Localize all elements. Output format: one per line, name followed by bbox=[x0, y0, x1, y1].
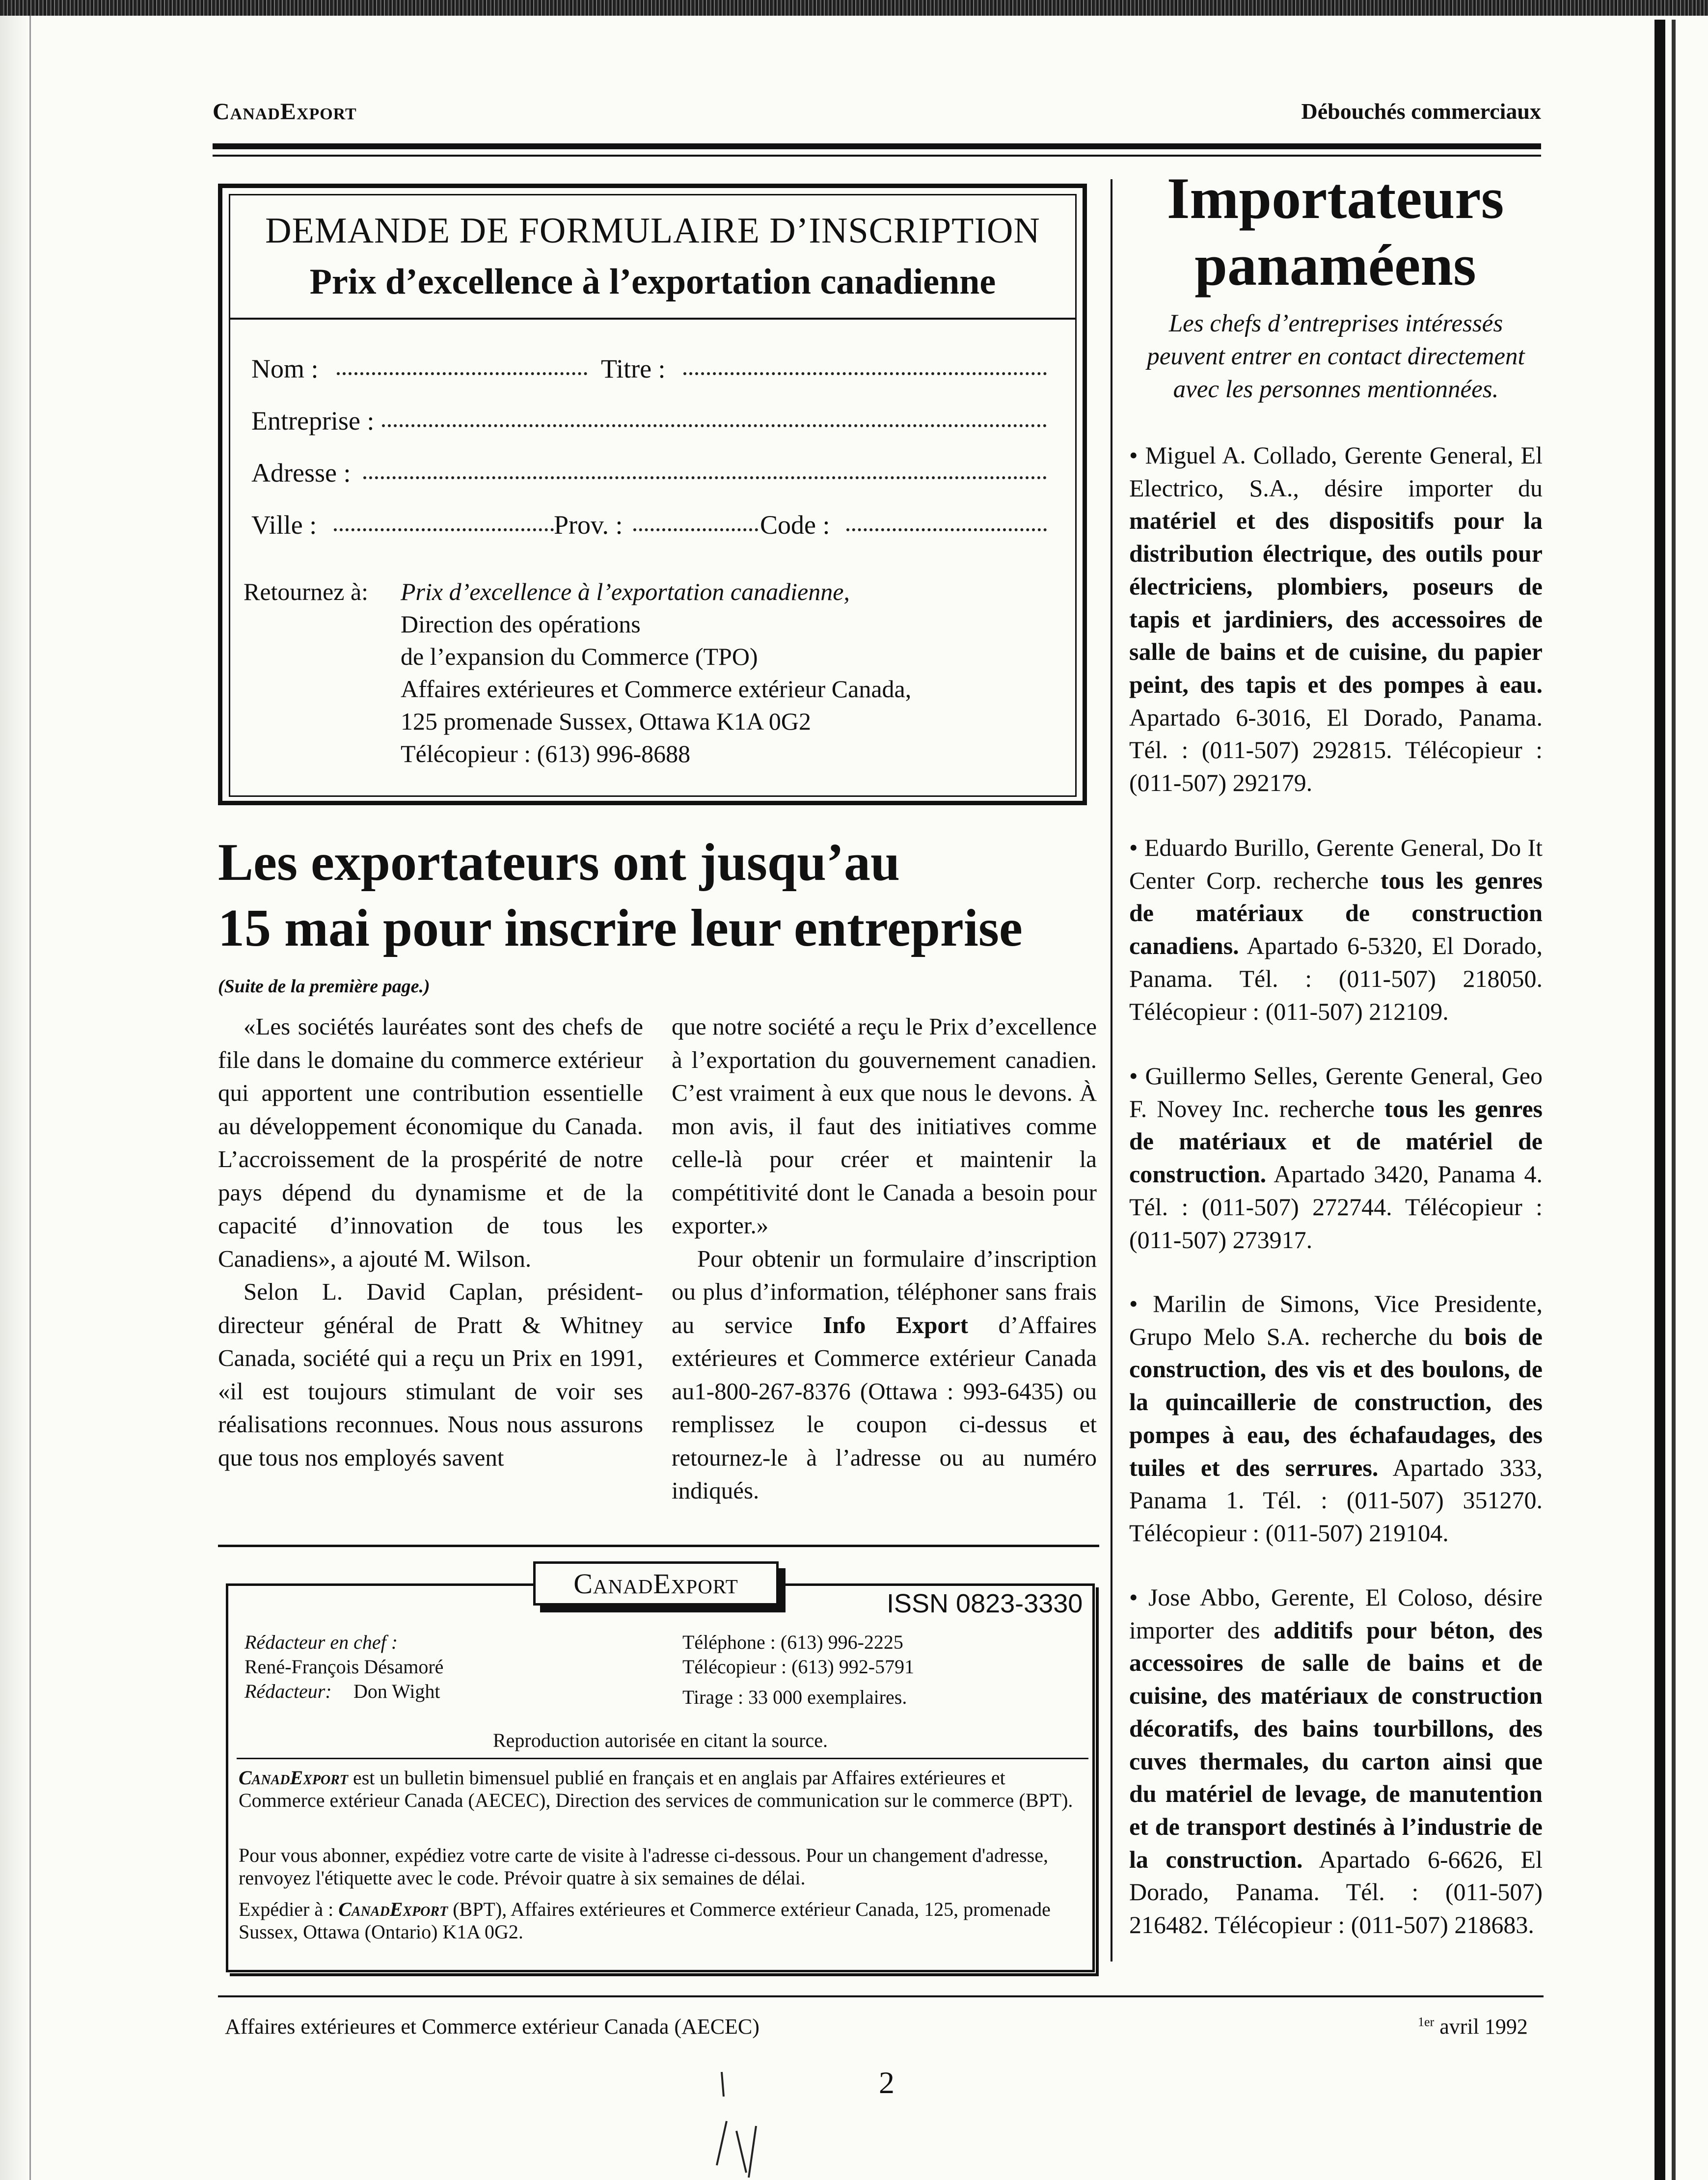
footer-date-text: avril 1992 bbox=[1434, 2015, 1528, 2039]
return-line: Affaires extérieures et Commerce extérieur Canada, bbox=[401, 675, 912, 703]
importer-entry bbox=[1129, 1287, 1543, 1550]
info-export-name: Info Export bbox=[823, 1311, 968, 1338]
writer-name: Don Wight bbox=[353, 1680, 440, 1702]
scan-right-edge-line bbox=[1672, 20, 1676, 2180]
importer-address: Apartado 6-5320, El Dorado, Panama. Tél. : (011-507) 218050. Télécopieur : (011-507) 212109. bbox=[1129, 932, 1543, 1025]
return-address bbox=[401, 575, 1068, 770]
page-number: 2 bbox=[879, 2065, 895, 2100]
importer-entry bbox=[1129, 439, 1543, 799]
field-label-titre: Titre : bbox=[601, 354, 666, 383]
article-column-2 bbox=[672, 1010, 1097, 1507]
ship-label: Expédier à : bbox=[239, 1898, 339, 1920]
about-text: est un bulletin bimensuel publié en français et en anglais par Affaires extérieures et Commerce extérieur Canada (AECEC), Direction des services de communication sur le commerce (BPT). bbox=[239, 1767, 1073, 1811]
footer-date bbox=[1418, 2014, 1528, 2039]
subscription-info: Pour vous abonner, expédiez votre carte de visite à l'adresse ci-dessous. Pour un changement d'adresse, renvoyez l'étiquette avec le code. Prévoir quatre à six semaines de délai. bbox=[239, 1844, 1048, 1889]
return-label: Retournez à: bbox=[244, 578, 369, 605]
importer-address: Apartado 333, Panama 1. Tél. : (011-507) 351270. Télécopieur : (011-507) 219104. bbox=[1129, 1453, 1543, 1547]
field-label-adresse: Adresse : bbox=[251, 458, 351, 488]
importer-address: Apartado 6-6626, El Dorado, Panama. Tél. : (011-507) 216482. Télécopieur : (011-507) 218683. bbox=[1129, 1845, 1543, 1939]
importer-contact: • Miguel A. Collado, Gerente General, El Electrico, S.A., désire importer du bbox=[1129, 441, 1543, 502]
masthead-rule bbox=[218, 1545, 1099, 1547]
writer-label: Rédacteur: bbox=[244, 1680, 332, 1702]
importer-contact: • Guillermo Selles, Gerente General, Geo F. Novey Inc. recherche bbox=[1129, 1062, 1543, 1122]
article-text: Pour obtenir un formulaire d’inscription ou plus d’information, téléphoner sans frais au service bbox=[672, 1245, 1097, 1338]
importer-products: matériel et des dispositifs pour la distribution électrique, des outils pour électriciens, plombiers, poseurs de tapis et jardiniers, des accessoires de salle de bains et de cuisine, du papier peint, des tapis et des pompes à eau. bbox=[1129, 507, 1543, 698]
importers-intro: Les chefs d’entreprises intéressés peuvent entrer en contact directement avec les personnes mentionnées. bbox=[1147, 310, 1525, 403]
importer-products: tous les genres de matériaux de construction canadiens. bbox=[1129, 866, 1543, 960]
field-titre[interactable] bbox=[683, 372, 1047, 375]
footer-department: Affaires extérieures et Commerce extérieur Canada (AECEC) bbox=[225, 2015, 759, 2039]
return-line: de l’expansion du Commerce (TPO) bbox=[401, 643, 758, 670]
pen-scribble-mark bbox=[702, 2067, 800, 2180]
article-paragraph bbox=[672, 1242, 1097, 1507]
ship-publication-name: CanadExport bbox=[338, 1898, 448, 1920]
scan-left-margin bbox=[0, 16, 31, 2180]
importer-contact: • Jose Abbo, Gerente, El Coloso, désire importer des bbox=[1129, 1583, 1543, 1644]
importer-products: bois de construction, des vis et des boulons, de la quincaillerie de construction, des pompes à eau, des échafaudages, des tuiles et des serrures. bbox=[1129, 1322, 1543, 1481]
return-line: Direction des opérations bbox=[401, 610, 641, 638]
scan-top-edge bbox=[0, 0, 1708, 16]
field-code[interactable] bbox=[846, 528, 1047, 531]
return-line: Prix d’excellence à l’exportation canadienne, bbox=[401, 578, 850, 605]
section-title: Débouchés commerciaux bbox=[1301, 99, 1541, 124]
return-line: Télécopieur : (613) 996-8688 bbox=[401, 740, 691, 767]
field-label-ville: Ville : bbox=[251, 510, 317, 540]
importer-entry bbox=[1129, 1581, 1543, 1941]
field-nom[interactable] bbox=[337, 372, 587, 375]
scan-right-edge bbox=[1654, 20, 1665, 2180]
shipping-address bbox=[239, 1898, 1083, 1943]
article-text: d’Affaires extérieures et Commerce extérieur Canada au1-800-267-8376 (Ottawa : 993-6435) ou remplissez le coupon ci-dessus et retournez-le à l’adresse ou au numéro indiqués. bbox=[672, 1311, 1097, 1504]
field-label-prov: Prov. : bbox=[554, 510, 623, 540]
article-column-1 bbox=[218, 1010, 643, 1474]
form-title: DEMANDE DE FORMULAIRE D’INSCRIPTION bbox=[265, 211, 1040, 251]
importer-entry bbox=[1129, 1060, 1543, 1256]
print-run: Tirage : 33 000 exemplaires. bbox=[682, 1686, 907, 1708]
about-publication bbox=[239, 1767, 1083, 1812]
importer-contact: • Marilin de Simons, Vice Presidente, Grupo Melo S.A. recherche du bbox=[1129, 1290, 1543, 1350]
article-paragraph: «Les sociétés lauréates sont des chefs de file dans le domaine du commerce extérieur qui apportent une contribution essentielle au développement économique du Canada. L’accroissement de la prospérité de notre pays dépend du dynamisme et de la capacité d’innovation de tous les Canadiens», a ajouté M. Wilson. bbox=[218, 1013, 643, 1272]
header-rule-thin bbox=[213, 155, 1541, 157]
about-publication-name: CanadExport bbox=[239, 1767, 348, 1789]
field-adresse[interactable] bbox=[363, 476, 1047, 479]
editor-name: René-François Désamoré bbox=[244, 1656, 444, 1678]
field-entreprise[interactable] bbox=[382, 424, 1047, 427]
ship-address: (BPT), Affaires extérieures et Commerce extérieur Canada, 125, promenade Sussex, Ottawa (Ontario) K1A 0G2. bbox=[239, 1898, 1051, 1943]
headline-line-2: 15 mai pour inscrire leur entreprise bbox=[218, 899, 1023, 957]
form-subtitle: Prix d’excellence à l’exportation canadienne bbox=[309, 262, 996, 302]
footer-date-sup: 1er bbox=[1418, 2015, 1435, 2029]
footer-rule bbox=[218, 1995, 1544, 1997]
masthead-phone: Téléphone : (613) 996-2225 bbox=[682, 1631, 903, 1653]
article-paragraph: que notre société a reçu le Prix d’excellence à l’exportation du gouvernement canadien. C’est vraiment à eux que nous le devons. À mon avis, il faut des initiatives comme celle-là pour créer et maintenir la compétitivité dont le Canada a besoin pour exporter.» bbox=[672, 1013, 1097, 1239]
importers-title: Importateurs panaméens bbox=[1166, 165, 1504, 298]
field-label-entreprise: Entreprise : bbox=[251, 406, 375, 436]
field-prov[interactable] bbox=[633, 528, 758, 531]
issn: ISSN 0823-3330 bbox=[887, 1589, 1083, 1618]
publication-name: CanadExport bbox=[213, 99, 357, 125]
reproduction-rule bbox=[237, 1758, 1088, 1759]
column-divider bbox=[1111, 179, 1112, 1962]
reproduction-note: Reproduction autorisée en citant la source. bbox=[493, 1729, 828, 1751]
headline-line-1: Les exportateurs ont jusqu’au bbox=[218, 833, 900, 892]
continued-note: (Suite de la première page.) bbox=[218, 976, 430, 997]
field-label-code: Code : bbox=[760, 510, 830, 540]
form-title-divider bbox=[229, 318, 1077, 320]
importer-products: additifs pour béton, des accessoires de salle de bains et de cuisine, des matériaux de construction décoratifs, des bains tourbillons, des cuves thermales, du carton ainsi que du matériel de levage, de manutention et de transport destinés à l’industrie de la construction. bbox=[1129, 1616, 1543, 1873]
masthead-fax: Télécopieur : (613) 992-5791 bbox=[682, 1656, 915, 1678]
masthead-logo: CanadExport bbox=[533, 1561, 779, 1606]
field-label-nom: Nom : bbox=[251, 354, 319, 383]
field-ville[interactable] bbox=[334, 528, 554, 531]
return-line: 125 promenade Sussex, Ottawa K1A 0G2 bbox=[401, 708, 811, 735]
article-paragraph: Selon L. David Caplan, président-directeur général de Pratt & Whitney Canada, société qui a reçu un Prix en 1991, «il est toujours stimulant de voir ses réalisations reconnues. Nous nous assurons que tous nos employés savent bbox=[218, 1278, 643, 1471]
header-rule bbox=[213, 143, 1541, 149]
importer-products: tous les genres de matériaux et de matériel de construction. bbox=[1129, 1094, 1543, 1188]
importer-address: Apartado 6-3016, El Dorado, Panama. Tél. : (011-507) 292815. Télécopieur : (011-507) 292179. bbox=[1129, 703, 1543, 797]
importer-contact: • Eduardo Burillo, Gerente General, Do It Center Corp. recherche bbox=[1129, 834, 1543, 894]
editor-label: Rédacteur en chef : bbox=[244, 1631, 398, 1653]
importer-entry bbox=[1129, 831, 1543, 1028]
importer-address: Apartado 3420, Panama 4. Tél. : (011-507) 272744. Télécopieur : (011-507) 273917. bbox=[1129, 1160, 1543, 1254]
